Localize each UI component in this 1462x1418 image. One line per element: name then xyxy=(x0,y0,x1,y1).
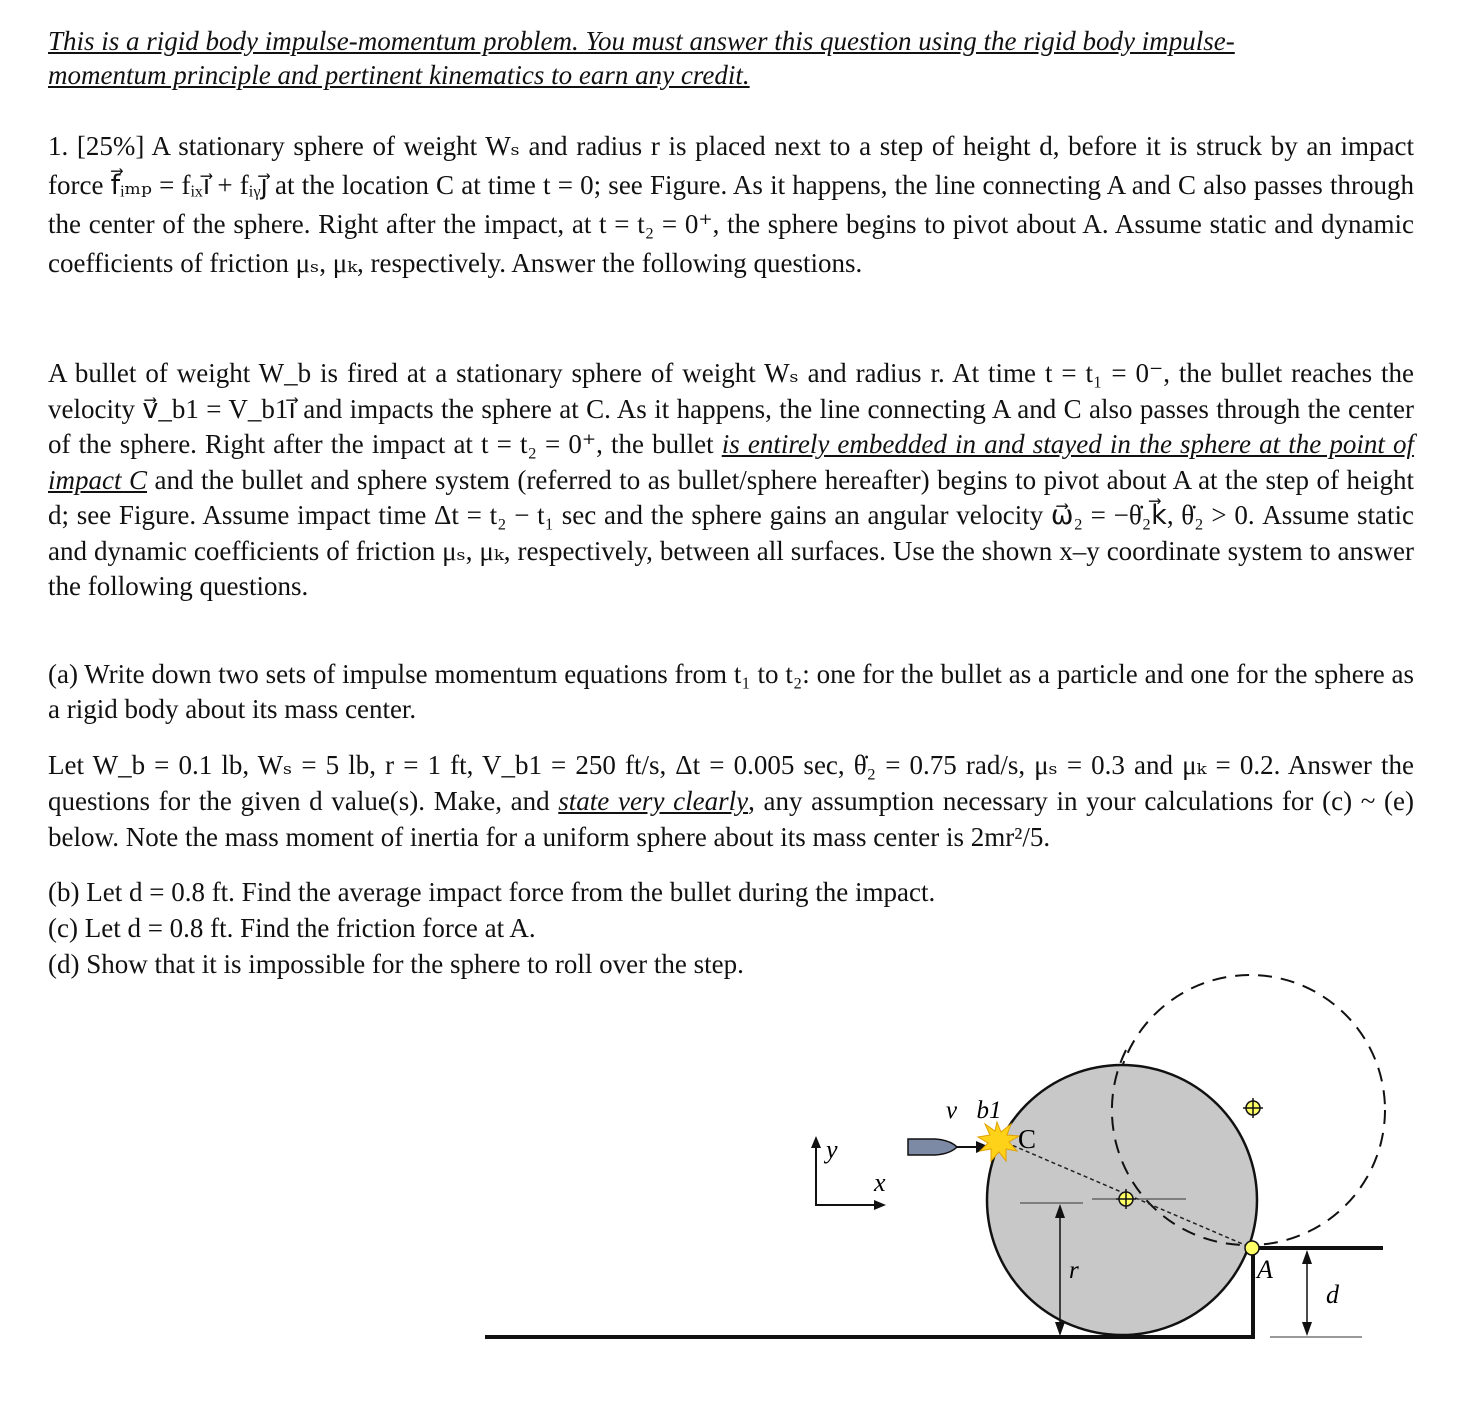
label-velocity: v⃗b1 xyxy=(946,1097,1002,1124)
y-axis-arrowhead xyxy=(811,1136,821,1148)
x-axis-arrowhead xyxy=(874,1200,886,1210)
part-b: (b) Let d = 0.8 ft. Find the average impact force from the bullet during the impact. xyxy=(48,877,936,907)
given-text-2: , any assumption necessary in your calculations for (c) ~ (e) below. Note the mass moment of inertia for a uniform sphere about its mass center is 2mr²/5. xyxy=(48,786,1414,852)
bullet-text-2: and the bullet and sphere system (referred to as bullet/sphere hereafter) begins to pivot about A at the step of height d; see Figure. Assume impact time Δt = t₂ − t₁ sec and the sphere gains an angular velocity ω⃗₂ = −θ̇₂k⃗, θ̇₂ > 0. Assume static and dynamic coefficients of friction μₛ, μₖ, respectively, between all surfaces. Use the shown x–y coordinate system to answer the following questions. xyxy=(48,464,1414,601)
d-arrow-top xyxy=(1302,1250,1312,1264)
label-c: C xyxy=(1018,1124,1037,1154)
bullet-text-1: A bullet of weight W_b is fired at a stationary sphere of weight Wₛ and radius r. At time t = t₁ = 0⁻, the bullet reaches the velocity v⃗_b1 = V_b1ı⃗ and impacts the sphere at C. As it happens, the line connecting A and C also passes through the center of the sphere. Right after the impact at t = t₂ = 0⁺, the bullet xyxy=(48,358,1414,459)
bullet-emphasis: is entirely embedded in and stayed in the sphere at the point of impact C xyxy=(48,429,1414,495)
bullet xyxy=(908,1139,957,1155)
part-c: (c) Let d = 0.8 ft. Find the friction force at A. xyxy=(48,913,536,943)
given-emphasis: state very clearly xyxy=(558,786,749,816)
ground-and-step xyxy=(485,1248,1383,1337)
r-arrow-bottom xyxy=(1055,1322,1065,1336)
label-r: r xyxy=(1069,1257,1079,1284)
heading-line-1: This is a rigid body impulse-momentum problem. You must answer this question using the rigid body impulse- xyxy=(48,26,1235,56)
label-x: x xyxy=(874,1168,886,1197)
heading-line-2: momentum principle and pertinent kinematics to earn any credit. xyxy=(48,60,750,90)
label-y: y xyxy=(826,1135,838,1164)
problem-1-statement: 1. [25%] A stationary sphere of weight Wₛ and radius r is placed next to a step of height d, before it is struck by an impact force f⃗ᵢₘₚ = fᵢₓı⃗ + fᵢᵧȷ⃗ at the location C at time t = 0; see Figure. As it happens, the line connecting A and C also passes through the center of the sphere. Right after the impact, at t = t₂ = 0⁺, the sphere begins to pivot about A. Assume static and dynamic coefficients of friction μₛ, μₖ, respectively. Answer the following questions. xyxy=(48,131,1414,278)
label-d: d xyxy=(1326,1280,1339,1309)
label-a: A xyxy=(1257,1255,1273,1284)
part-d: (d) Show that it is impossible for the sphere to roll over the step. xyxy=(48,949,744,979)
d-arrow-bottom xyxy=(1302,1322,1312,1336)
point-a-marker xyxy=(1245,1241,1259,1255)
given-text-1: Let W_b = 0.1 lb, Wₛ = 5 lb, r = 1 ft, V_b1 = 250 ft/s, Δt = 0.005 sec, θ̇₂ = 0.75 rad/s, μₛ = 0.3 and μₖ = 0.2. Answer the questions for the given d value(s). Make, and xyxy=(48,750,1414,816)
part-a: (a) Write down two sets of impulse momentum equations from t₁ to t₂: one for the bullet as a particle and one for the sphere as a rigid body about its mass center. xyxy=(48,659,1414,724)
